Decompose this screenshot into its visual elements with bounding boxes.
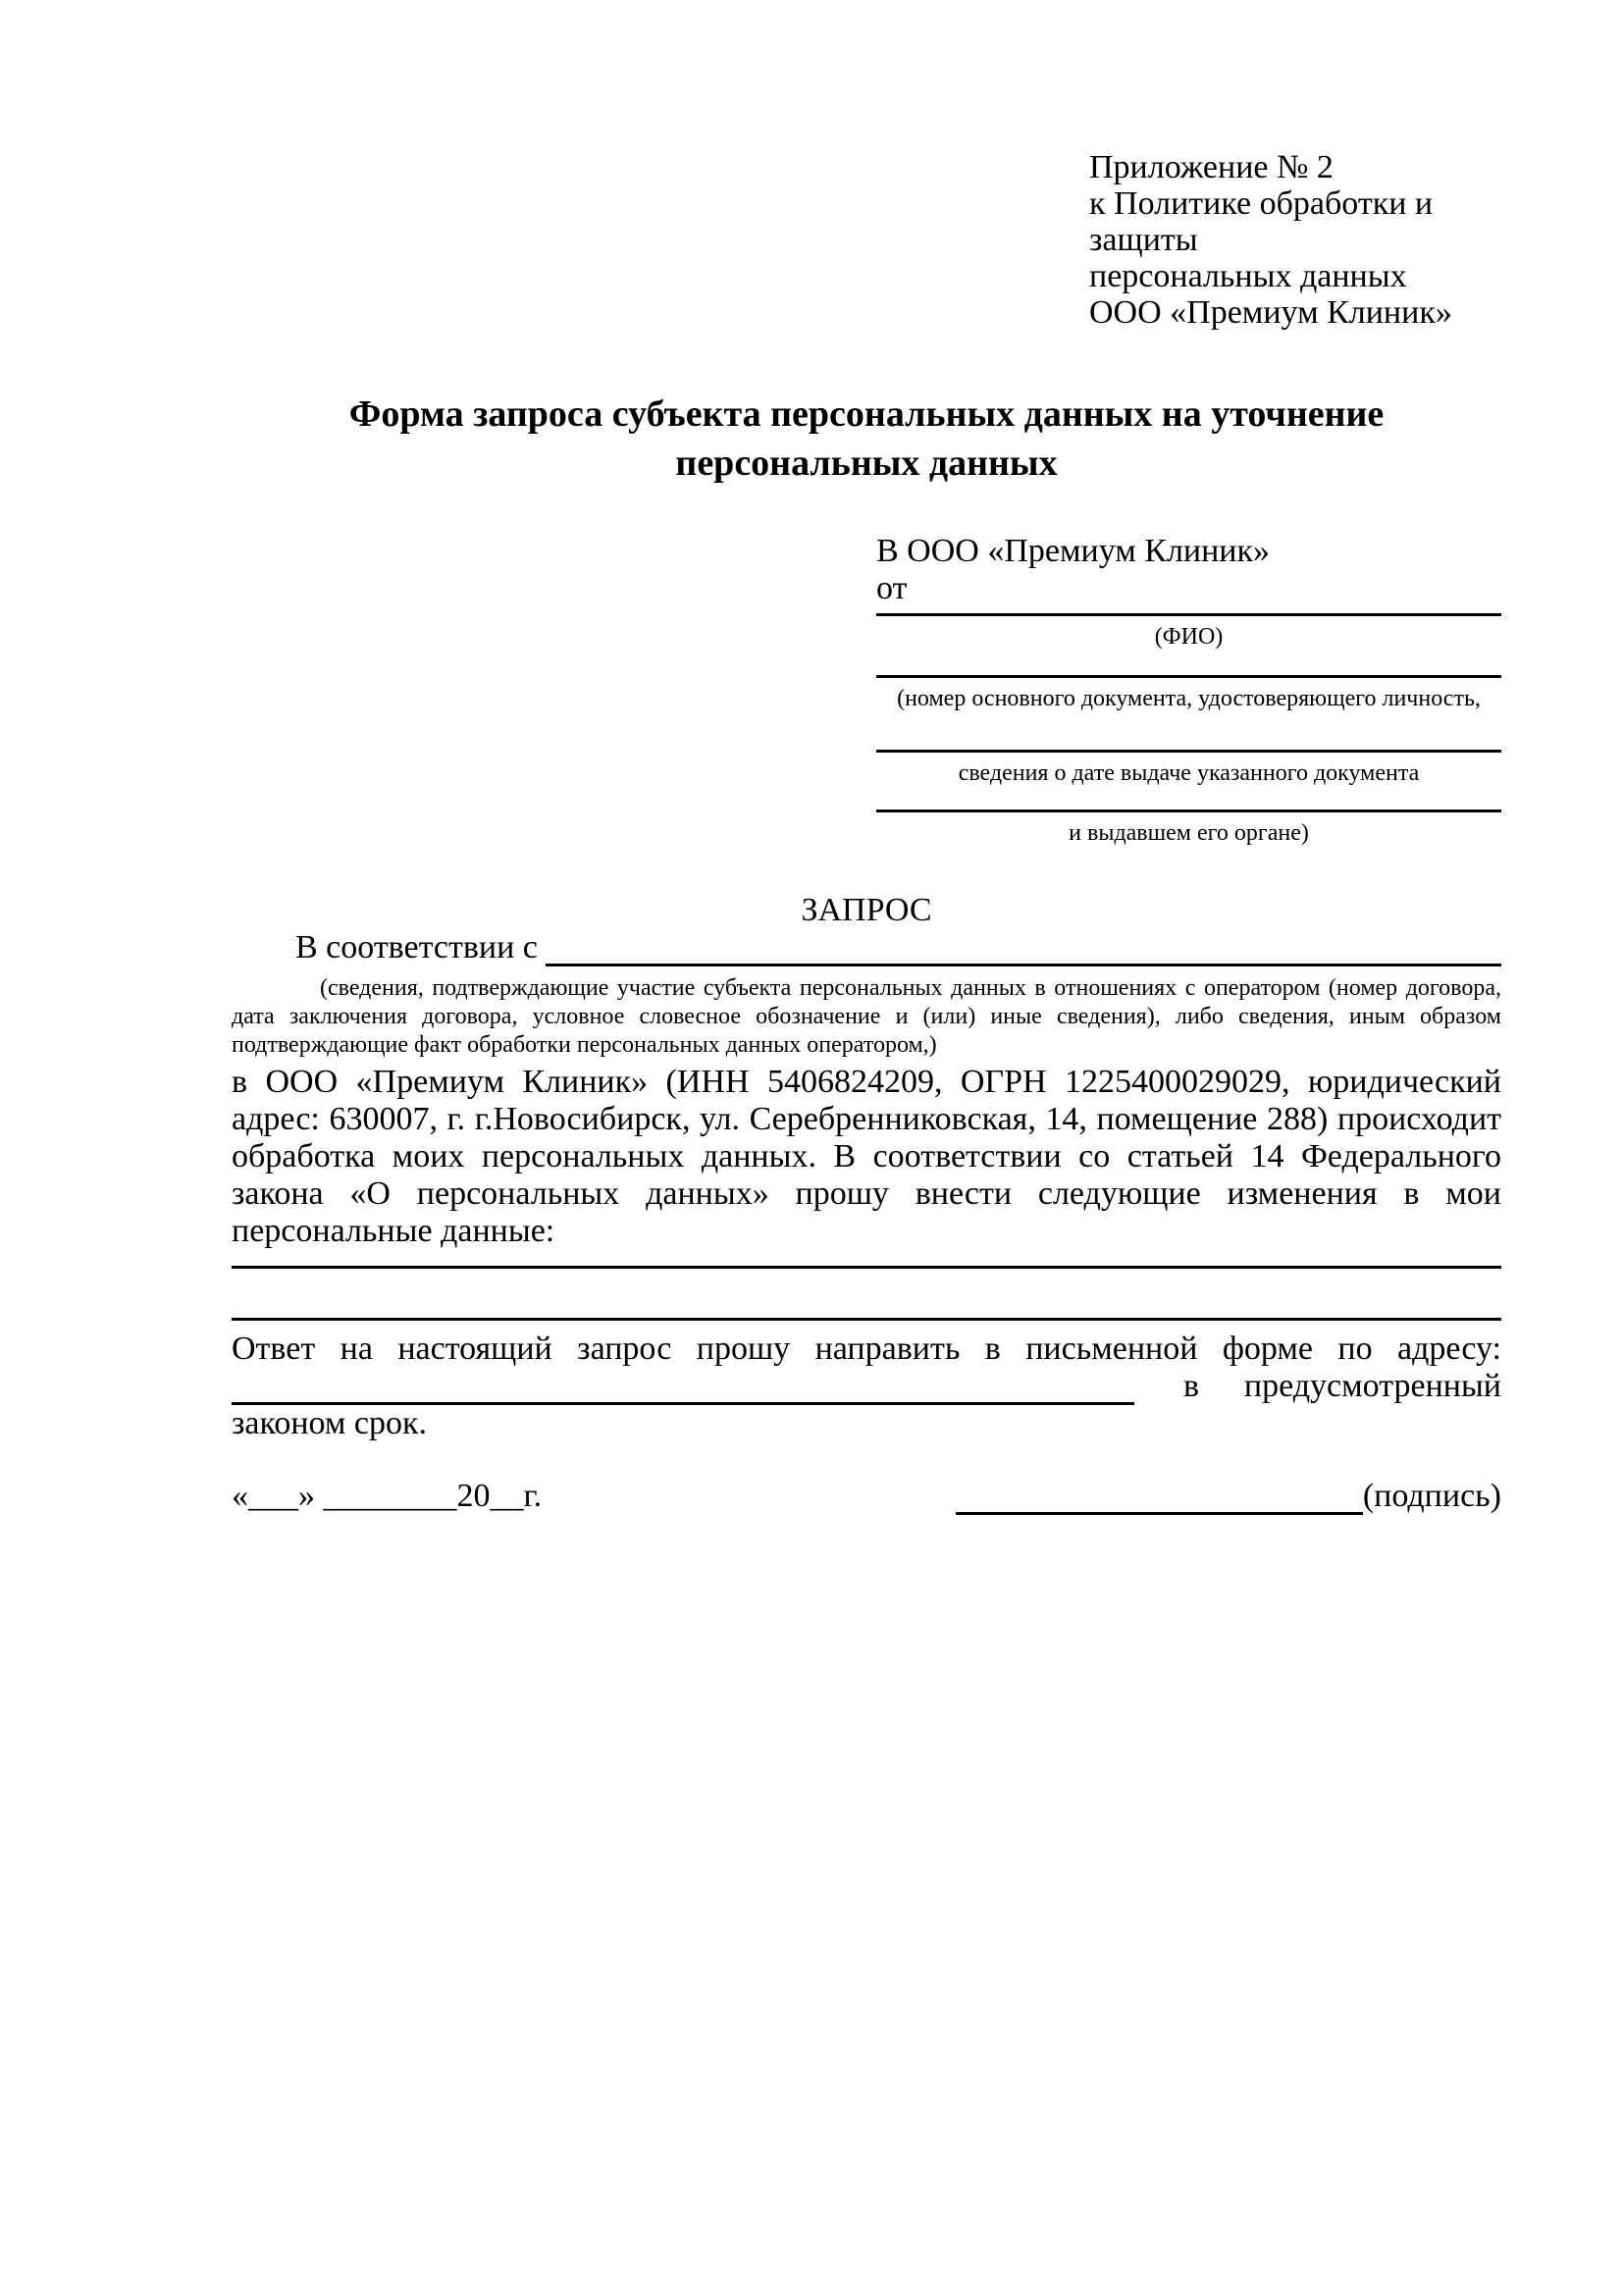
addressee-from-line: от [876,570,908,606]
addressee-to-line: В ООО «Премиум Клиник» [876,533,1271,569]
request-intro-text: В соответствии с [295,929,538,965]
changes-blank-line-2 [232,1269,1501,1321]
request-heading: ЗАПРОС [801,892,932,928]
date-line: «___» ________20__г. [232,1478,543,1514]
signature-group [956,1478,1501,1515]
request-intro-blank-line [546,933,1501,966]
changes-blank-line-1 [232,1250,1501,1269]
issue-date-blank-line [876,712,1501,753]
appendix-line: ООО «Премиум Клиник» [1089,294,1452,331]
reply-line-3: законом срок. [232,1405,427,1441]
reply-line-2 [232,1368,1501,1405]
signature-label: (подпись) [1362,1478,1501,1514]
request-body: в ООО «Премиум Клиник» (ИНН 5406824209, ОГРН 1225400029029, юридический адрес: 630007, г. г.Новосибирск, ул. Серебренниковская, 14, помещение 288) происходит обработка моих персональных данных. В соответствии со статьей 14 Федерального закона «О персональных данных» прошу внести следующие изменения в мои персональные данные: [232,1064,1501,1249]
signature-blank-line [956,1480,1363,1515]
reply-address-blank-line [232,1370,1134,1405]
request-note: (сведения, подтверждающие участие субъекта персональных данных в отношениях с оператором (номер договора, дата заключения договора, условное словесное обозначение и (или) иные сведения), либо сведения, иным образом подтверждающие факт обработки персональных данных оператором,) [232,975,1501,1058]
issue-date-label: сведения о дате выдаче указанного документа [958,760,1420,786]
issuer-label: и выдавшем его органе) [1069,820,1309,846]
form-title: Форма запроса субъекта персональных данных на уточнение персональных данных [348,393,1385,484]
fio-label: (ФИО) [1154,624,1224,650]
reply-line-1: Ответ на настоящий запрос прошу направить в письменной форме по адресу: [232,1331,1501,1367]
addressee-block [876,533,1501,847]
request-intro-row [232,929,1501,966]
footer-row [232,1478,1501,1515]
reply-word-1: в [1183,1368,1200,1404]
appendix-line: персональных данных [1089,258,1407,294]
reply-word-2: предусмотренный [1243,1368,1501,1404]
fio-blank-line [876,607,1501,616]
appendix-line: Приложение № 2 [1089,149,1334,185]
document-number-blank-line [876,651,1501,678]
issuer-blank-line [876,787,1501,812]
appendix-header [1089,149,1501,331]
reply-paragraph [232,1331,1501,1442]
appendix-line: к Политике обработки и защиты [1089,185,1434,258]
document-number-label: (номер основного документа, удостоверяющего личность, [897,686,1481,711]
